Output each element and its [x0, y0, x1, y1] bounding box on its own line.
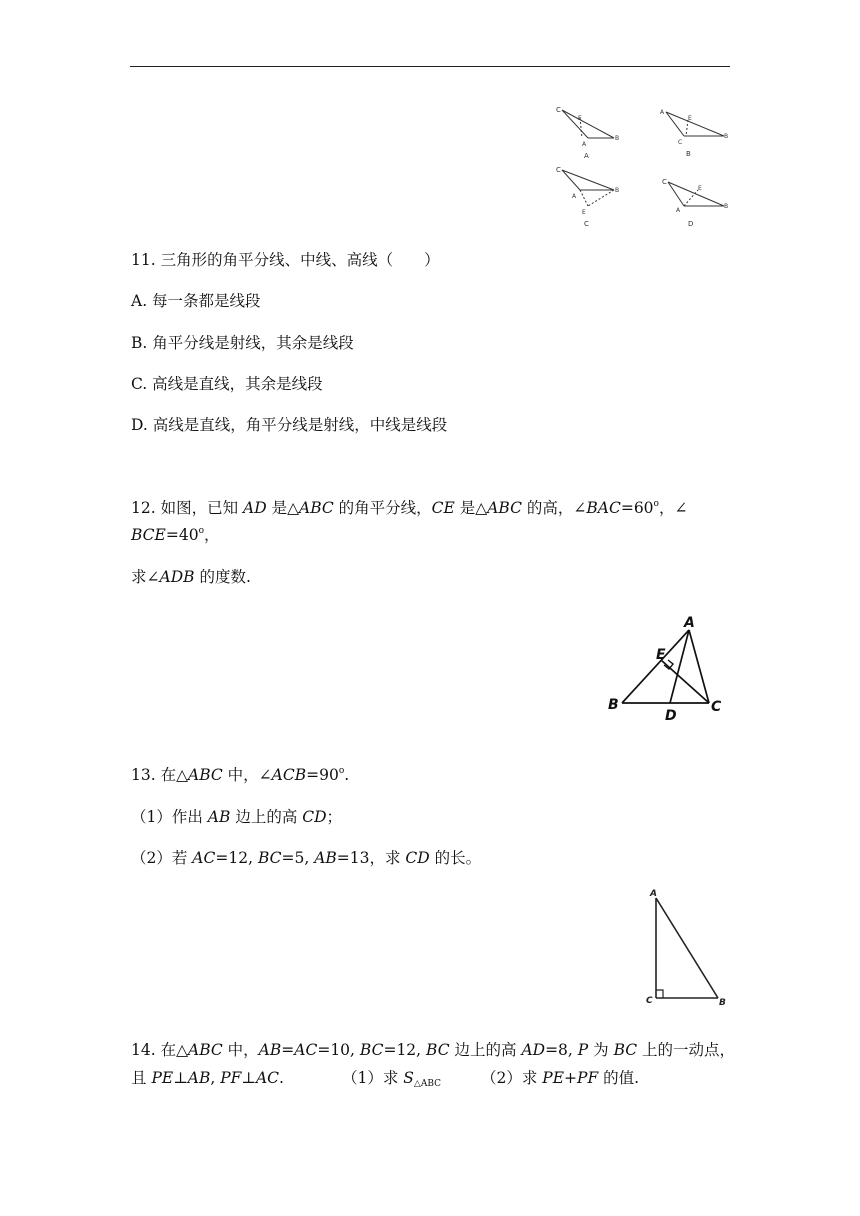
- q13-part1: （1）作出 AB 边上的高 CD；: [131, 808, 343, 826]
- q11-option-d: D. 高线是直线，角平分线是射线，中线是线段: [131, 416, 448, 434]
- q10-label-c: C: [584, 220, 589, 228]
- svg-text:A: A: [660, 109, 665, 116]
- q10-figure-d: [668, 182, 724, 206]
- svg-text:E: E: [578, 115, 582, 122]
- q14-part1: （1）求 $S_{\triangle ABC}$: [341, 1069, 441, 1089]
- q10-figure-a: [562, 110, 614, 138]
- svg-text:A: A: [572, 193, 577, 200]
- q10-figure-b: [666, 112, 724, 136]
- header-rule: [130, 66, 730, 67]
- q11-stem: 11. 三角形的角平分线、中线、高线（ ）: [131, 251, 440, 269]
- q13-part2: （2）若 AC=12, BC=5, AB=13，求 CD 的长。: [131, 849, 482, 867]
- q13-label-a: A: [650, 889, 657, 899]
- q11-option-c: C. 高线是直线，其余是线段: [131, 375, 323, 393]
- q12-stem-line2: $BCE=40^o$，: [131, 526, 220, 544]
- q10-label-b: B: [686, 150, 691, 158]
- q11-option-b: B. 角平分线是射线，其余是线段: [131, 334, 354, 352]
- svg-text:B: B: [615, 135, 620, 142]
- q12-label-e: E: [656, 647, 666, 663]
- svg-text:C: C: [678, 139, 683, 146]
- q14-part2: （2）求 PE+PF 的值.: [481, 1069, 640, 1087]
- q12-label-a: A: [684, 615, 695, 631]
- q10-figure-c: [562, 170, 614, 206]
- q12-label-b: B: [608, 697, 619, 713]
- svg-text:E: E: [688, 115, 692, 122]
- q11-option-a: A. 每一条都是线段: [131, 292, 261, 310]
- q13-stem: 13. 在△ABC 中，$\angle ACB=90^o$.: [131, 766, 350, 784]
- svg-text:B: B: [724, 203, 729, 210]
- q10-label-d: D: [688, 220, 694, 228]
- svg-text:E: E: [698, 185, 702, 192]
- q12-stem-line1: 12. 如图，已知 AD 是△ABC 的角平分线，CE 是△ABC 的高，$\angle BAC=60^o$，∠: [131, 499, 688, 517]
- svg-text:C: C: [662, 178, 667, 186]
- q14-stem-line2: 且 PE⊥AB, PF⊥AC. （1）求 $S_{\triangle ABC}$ （2）求 PE+PF 的值.: [131, 1069, 640, 1089]
- svg-text:B: B: [615, 187, 620, 194]
- q14-stem-line1: 14. 在△ABC 中，AB=AC=10, BC=12, BC 边上的高 AD=8, P 为 BC 上的一动点，: [131, 1041, 736, 1059]
- svg-text:C: C: [556, 106, 561, 114]
- svg-text:B: B: [724, 133, 729, 140]
- svg-text:C: C: [556, 166, 561, 174]
- q13-right-triangle-figure: [644, 884, 734, 1008]
- q12-label-d: D: [665, 708, 677, 724]
- q10-options-figure: [552, 102, 732, 232]
- svg-text:A: A: [582, 141, 587, 148]
- q12-triangle-figure: [598, 612, 732, 736]
- svg-text:E: E: [582, 209, 586, 216]
- q12-label-c: C: [711, 699, 722, 715]
- svg-text:A: A: [676, 207, 681, 214]
- q10-label-a: A: [584, 152, 589, 160]
- q13-label-b: B: [719, 998, 726, 1008]
- q12-stem-line3: 求∠ADB 的度数.: [131, 568, 251, 586]
- q13-label-c: C: [646, 996, 653, 1006]
